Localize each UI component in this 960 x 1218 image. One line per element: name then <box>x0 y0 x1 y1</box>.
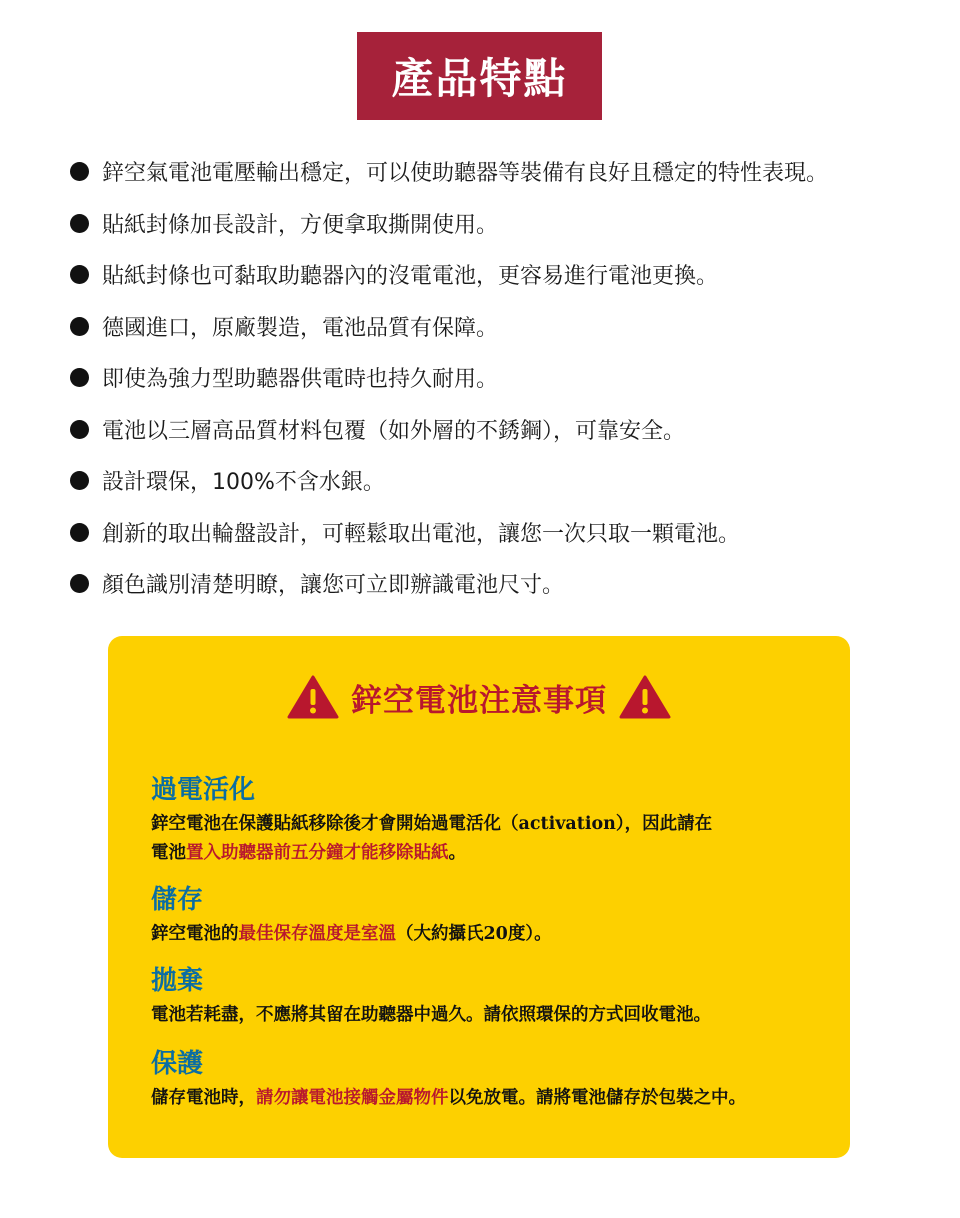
notice-title: 鋅空電池注意事項 <box>351 682 607 719</box>
feature-text: 德國進口，原廠製造，電池品質有保障。 <box>102 315 499 341</box>
page-title: 產品特點 <box>357 32 602 120</box>
feature-text: 鋅空氣電池電壓輸出穩定，可以使助聽器等裝備有良好且穩定的特性表現。 <box>102 161 829 187</box>
section-activation <box>151 774 831 868</box>
list-item <box>70 507 930 559</box>
body-text: （大約攝氏20度）。 <box>396 924 552 944</box>
list-item <box>70 301 930 353</box>
feature-text: 設計環保，100%不含水銀。 <box>102 470 385 496</box>
body-text: 鋅空電池的 <box>151 924 239 944</box>
list-item <box>70 146 930 198</box>
list-item <box>70 404 930 456</box>
feature-text: 電池以三層高品質材料包覆（如外層的不銹鋼），可靠安全。 <box>102 418 686 444</box>
highlight-text: 請勿讓電池接觸金屬物件 <box>256 1088 449 1108</box>
notice-panel <box>108 636 850 1158</box>
bullet-icon <box>70 162 89 181</box>
list-item <box>70 352 930 404</box>
bullet-icon <box>70 523 89 542</box>
list-item <box>70 198 930 250</box>
list-item <box>70 558 930 610</box>
bullet-icon <box>70 214 89 233</box>
body-text: 電池若耗盡，不應將其留在助聽器中過久。請依照環保的方式回收電池。 <box>151 1005 711 1025</box>
feature-list <box>70 146 930 610</box>
feature-text: 即使為強力型助聽器供電時也持久耐用。 <box>102 367 499 393</box>
warning-icon <box>619 674 671 720</box>
section-body <box>151 1001 831 1030</box>
section-disposal <box>151 965 831 1030</box>
feature-text: 顏色識別清楚明瞭，讓您可立即辦識電池尺寸。 <box>102 573 565 599</box>
highlight-text: 置入助聽器前五分鐘才能移除貼紙 <box>186 843 449 863</box>
list-item <box>70 249 930 301</box>
section-body <box>151 810 831 868</box>
body-text: 以免放電。請將電池儲存於包裝之中。 <box>448 1088 746 1108</box>
feature-text: 創新的取出輪盤設計，可輕鬆取出電池，讓您一次只取一顆電池。 <box>102 521 741 547</box>
section-storage <box>151 884 831 949</box>
section-heading: 儲存 <box>151 885 204 915</box>
section-body <box>151 1084 831 1113</box>
feature-text: 貼紙封條也可黏取助聽器內的沒電電池，更容易進行電池更換。 <box>102 264 719 290</box>
feature-text: 貼紙封條加長設計，方便拿取撕開使用。 <box>102 212 499 238</box>
list-item <box>70 455 930 507</box>
section-heading: 過電活化 <box>151 775 256 805</box>
notice-header <box>108 674 850 720</box>
body-text: 鋅空電池在保護貼紙移除後才會開始過電活化（activation），因此請在 <box>151 814 713 834</box>
bullet-icon <box>70 420 89 439</box>
section-heading: 拋棄 <box>151 966 204 996</box>
bullet-icon <box>70 471 89 490</box>
section-protection <box>151 1048 831 1113</box>
bullet-icon <box>70 265 89 284</box>
highlight-text: 最佳保存溫度是室溫 <box>238 924 396 944</box>
warning-icon <box>287 674 339 720</box>
body-text: 電池 <box>151 843 186 863</box>
bullet-icon <box>70 574 89 593</box>
body-text: 。 <box>448 843 466 863</box>
bullet-icon <box>70 368 89 387</box>
section-body <box>151 920 831 949</box>
section-heading: 保護 <box>151 1049 204 1079</box>
bullet-icon <box>70 317 89 336</box>
body-text: 儲存電池時， <box>151 1088 256 1108</box>
